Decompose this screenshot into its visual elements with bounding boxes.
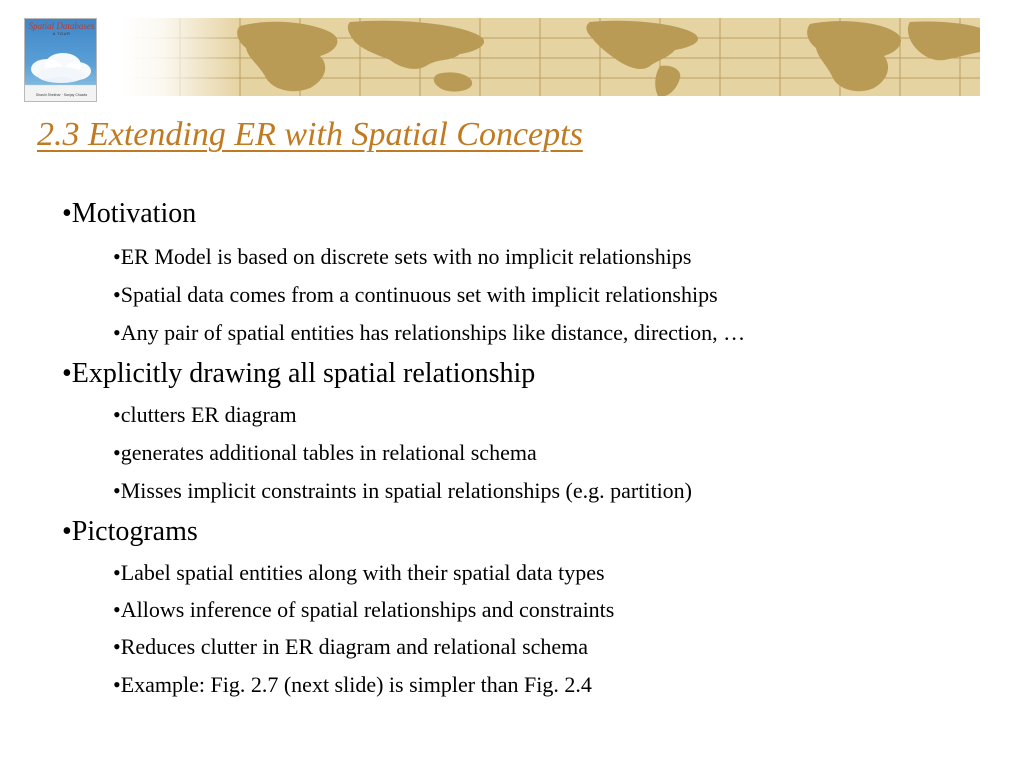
bullet-item: •ER Model is based on discrete sets with no implicit relationships [113, 244, 692, 269]
bullet-item: •Example: Fig. 2.7 (next slide) is simpler than Fig. 2.4 [113, 672, 592, 697]
bullet-motivation: •Motivation [62, 198, 197, 229]
bullet-item: •Label spatial entities along with their spatial data types [113, 560, 605, 585]
book-cover-logo [24, 18, 97, 102]
bullet-item: •Spatial data comes from a continuous set with implicit relationships [113, 282, 718, 307]
world-map-banner [120, 18, 980, 96]
bullet-explicit-drawing: •Explicitly drawing all spatial relationship [62, 358, 536, 389]
bullet-item: •generates additional tables in relational schema [113, 440, 537, 465]
bullet-item: •Misses implicit constraints in spatial relationships (e.g. partition) [113, 478, 693, 503]
cloud-image [25, 41, 97, 91]
bullet-item: •clutters ER diagram [113, 402, 297, 427]
bullet-pictograms: •Pictograms [62, 516, 198, 547]
bullet-item: •Any pair of spatial entities has relationships like distance, direction, … [113, 320, 746, 345]
world-map-graphic [120, 18, 980, 96]
bullet-item: •Allows inference of spatial relationships and constraints [113, 597, 615, 622]
bullet-item: •Reduces clutter in ER diagram and relational schema [113, 634, 589, 659]
header-banner [0, 18, 980, 96]
slide-title: 2.3 Extending ER with Spatial Concepts [37, 116, 583, 153]
book-cover-authors: Shashi Shekhar · Sanjay Chawla [35, 93, 88, 97]
banner-fade [120, 18, 240, 96]
book-cover-subtitle: A TOUR [52, 31, 71, 36]
book-cover-title: Spatial Databases [28, 21, 95, 31]
